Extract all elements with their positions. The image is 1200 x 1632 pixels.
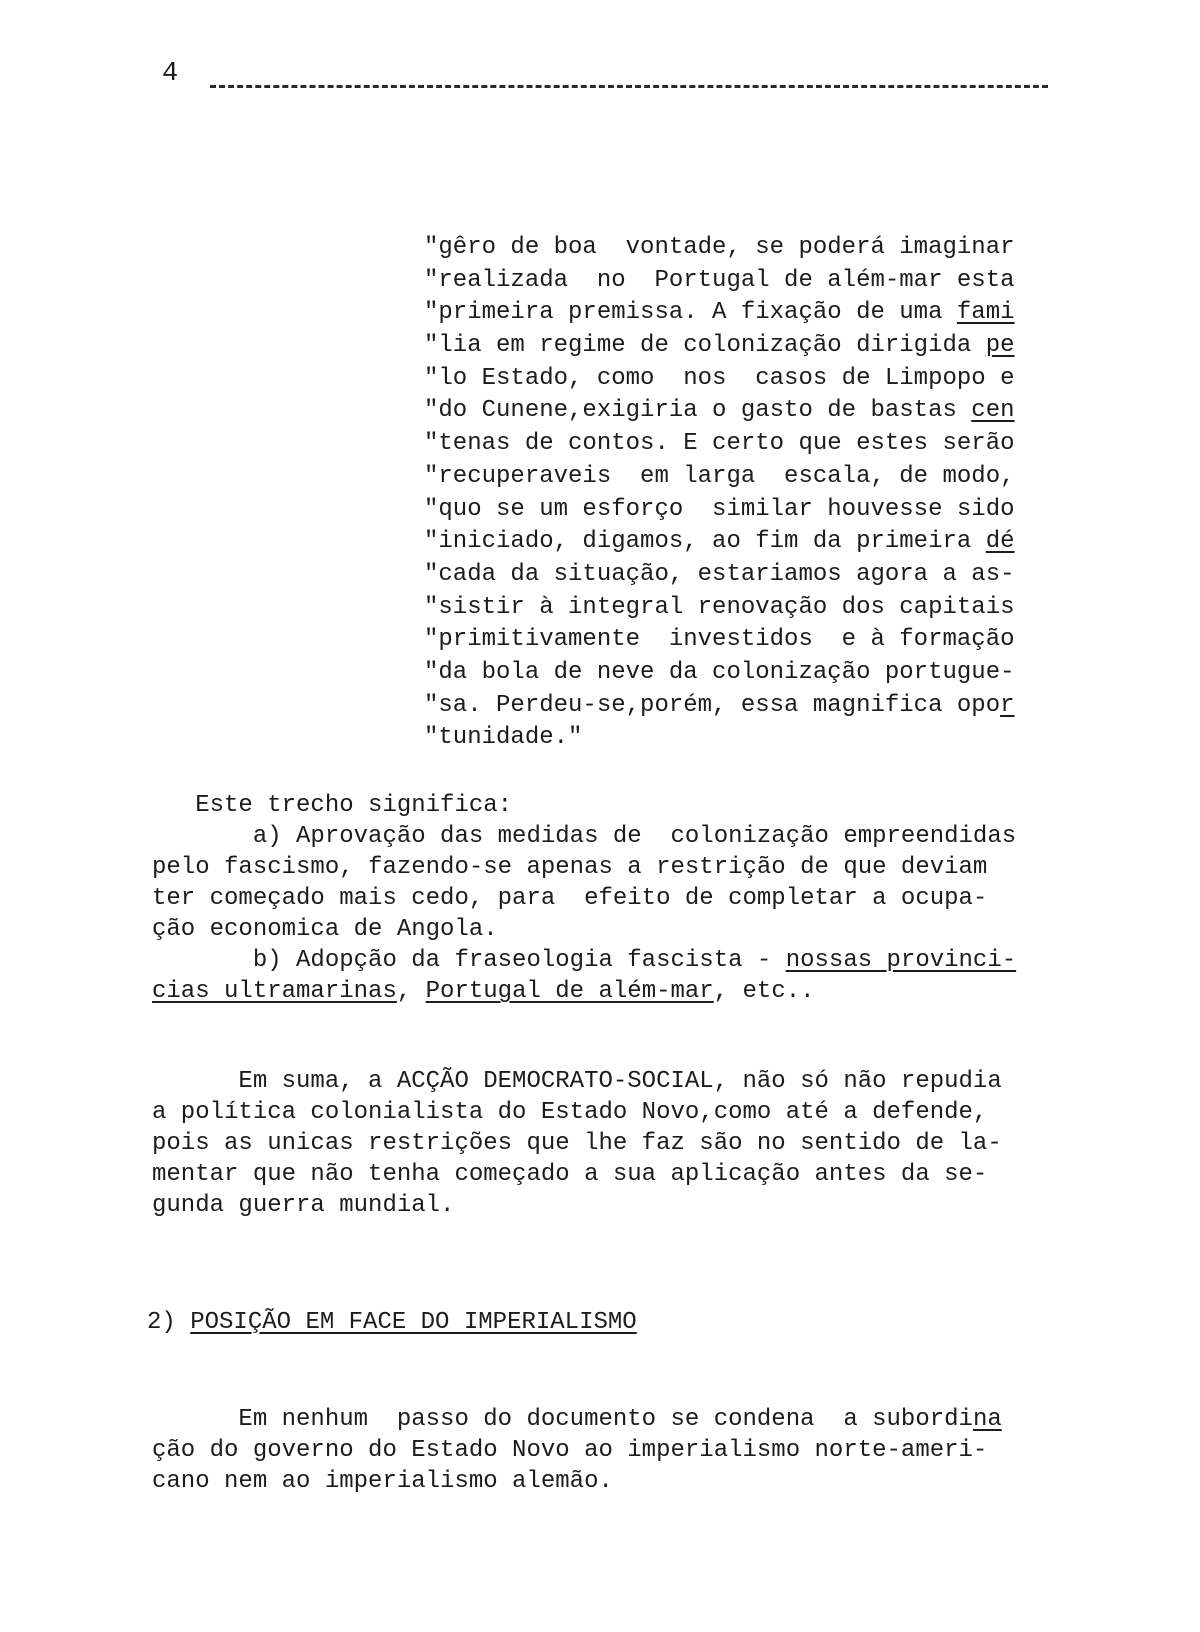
page-number: 4 (162, 59, 179, 89)
body-line: a política colonialista do Estado Novo,como até a defende, (152, 1099, 988, 1126)
body-line: cano nem ao imperialismo alemão. (152, 1468, 613, 1495)
body-text: Em nenhum passo do documento se condena a subordi (152, 1406, 973, 1433)
body-line: ter começado mais cedo, para efeito de completar a ocupa- (152, 885, 988, 912)
section-heading (147, 1307, 637, 1339)
quote-line: "sistir à integral renovação dos capitais (424, 593, 1015, 621)
section-title: POSIÇÃO EM FACE DO IMPERIALISMO (190, 1309, 637, 1336)
quote-line: "realizada no Portugal de além-mar esta (424, 266, 1015, 294)
quote-line: "primitivamente investidos e à formação (424, 626, 1015, 654)
quote-line (424, 395, 1064, 428)
quote-text: "lia em regime de colonização dirigida (424, 332, 986, 360)
body-line (152, 1404, 1052, 1435)
underlined-text: cen (971, 397, 1015, 425)
quote-text: "iniciado, digamos, ao fim da primeira (424, 528, 986, 556)
quote-line (424, 297, 1064, 330)
body-text: b) Adopção da fraseologia fascista - (152, 947, 786, 974)
body-line (152, 976, 1052, 1007)
body-line: mentar que não tenha começado a sua aplicação antes da se- (152, 1161, 988, 1188)
quote-line: "cada da situação, estariamos agora a as- (424, 560, 1015, 588)
quote-line: "recuperaveis em larga escala, de modo, (424, 462, 1015, 490)
body-line: ção do governo do Estado Novo ao imperialismo norte-ameri- (152, 1437, 988, 1464)
quote-text: "do Cunene,exigiria o gasto de bastas (424, 397, 972, 425)
imperialism-paragraph (152, 1404, 1052, 1497)
header-rule (210, 85, 1048, 88)
quotation-block (424, 232, 1064, 755)
underlined-text: fami (956, 299, 1015, 327)
quote-line (424, 526, 1064, 559)
body-line: pelo fascismo, fazendo-se apenas a restrição de que deviam (152, 854, 988, 881)
quote-line: "gêro de boa vontade, se poderá imaginar (424, 234, 1015, 261)
body-text: , (396, 978, 426, 1005)
body-line: a) Aprovação das medidas de colonização empreendidas (152, 823, 1017, 850)
body-line: ção economica de Angola. (152, 916, 498, 943)
summary-paragraph (152, 1066, 1052, 1221)
underlined-text: dé (985, 528, 1015, 556)
quote-line (424, 330, 1064, 363)
body-line: Em suma, a ACÇÃO DEMOCRATO-SOCIAL, não só não repudia (152, 1068, 1002, 1095)
quote-line: "quo se um esforço similar houvesse sido (424, 495, 1015, 523)
underlined-text: Portugal de além-mar (425, 978, 714, 1005)
quote-line: "lo Estado, como nos casos de Limpopo e (424, 364, 1015, 392)
quote-line (424, 690, 1064, 723)
section-number: 2) (147, 1309, 176, 1336)
body-text: , etc.. (713, 978, 815, 1005)
underlined-text: pe (985, 332, 1015, 360)
quote-line: "da bola de neve da colonização portugue- (424, 658, 1015, 686)
quote-line: "tunidade." (424, 724, 583, 752)
body-line: pois as unicas restrições que lhe faz são no sentido de la- (152, 1130, 1002, 1157)
underlined-text: r (1000, 691, 1015, 719)
body-line: Este trecho significa: (152, 792, 513, 819)
body-line: gunda guerra mundial. (152, 1192, 455, 1219)
quote-text: "sa. Perdeu-se,porém, essa magnifica opo (424, 691, 1001, 719)
analysis-paragraph (152, 790, 1052, 1007)
underlined-text: na (972, 1406, 1002, 1433)
underlined-text: cias ultramarinas (152, 978, 397, 1005)
underlined-text: nossas provinci- (785, 947, 1017, 974)
quote-text: "primeira premissa. A fixação de uma (424, 299, 957, 327)
body-line (152, 945, 1052, 976)
quote-line: "tenas de contos. E certo que estes serão (424, 430, 1015, 458)
